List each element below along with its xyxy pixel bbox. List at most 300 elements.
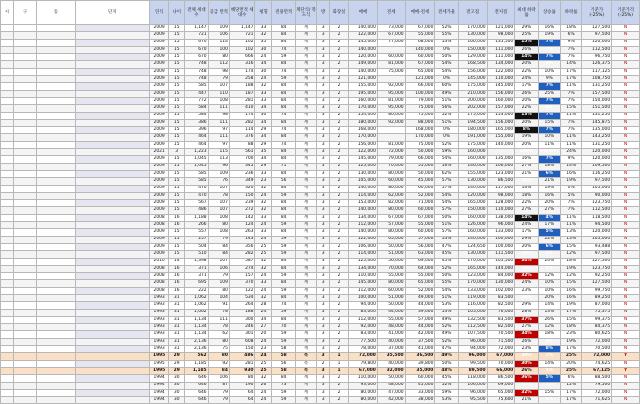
table-cell[interactable]: 2,136 — [185, 346, 208, 353]
table-cell[interactable]: 84,375 — [582, 324, 612, 331]
table-cell[interactable] — [37, 214, 75, 221]
table-cell[interactable] — [75, 83, 150, 90]
table-cell[interactable] — [1, 90, 14, 97]
table-cell[interactable]: 3 — [317, 222, 330, 229]
table-cell[interactable]: 2 — [329, 76, 348, 83]
column-header[interactable]: 연식 — [150, 1, 169, 25]
table-cell[interactable]: 31 — [169, 324, 185, 331]
table-cell[interactable]: 계 — [295, 192, 316, 199]
table-cell[interactable]: 계 — [295, 222, 316, 229]
table-cell[interactable]: N — [612, 309, 640, 316]
table-cell[interactable]: 282 — [229, 251, 255, 258]
table-cell[interactable]: 계 — [295, 119, 316, 126]
table-cell[interactable] — [1, 185, 14, 192]
table-cell[interactable]: 64 — [229, 389, 255, 396]
table-cell[interactable]: 57% — [435, 207, 458, 214]
table-cell[interactable]: 12% — [561, 382, 582, 389]
table-cell[interactable]: 700 — [229, 156, 255, 163]
table-cell[interactable] — [37, 397, 75, 404]
table-cell[interactable]: 143 — [229, 236, 255, 243]
table-cell[interactable] — [75, 324, 150, 331]
table-cell[interactable]: 84 — [272, 97, 295, 104]
table-cell[interactable]: 150 — [229, 192, 255, 199]
table-cell[interactable]: 17% — [561, 397, 582, 404]
table-cell[interactable] — [75, 112, 150, 119]
column-header[interactable]: 전세 — [377, 1, 405, 25]
table-cell[interactable]: 2 — [329, 294, 348, 301]
table-cell[interactable]: 24 — [255, 192, 272, 199]
table-cell[interactable]: 52% — [435, 338, 458, 345]
table-cell[interactable]: 80,000 — [377, 280, 405, 287]
table-cell[interactable]: 8% — [538, 346, 560, 353]
table-cell[interactable]: 107 — [208, 207, 229, 214]
table-cell[interactable]: 15 — [169, 236, 185, 243]
table-cell[interactable]: 84 — [208, 243, 229, 250]
table-cell[interactable]: 34 — [255, 105, 272, 112]
table-cell[interactable]: 26% — [515, 90, 538, 97]
table-cell[interactable]: 6% — [561, 32, 582, 39]
table-cell[interactable]: 3 — [317, 76, 330, 83]
table-cell[interactable] — [1, 156, 14, 163]
table-cell[interactable] — [1, 360, 14, 367]
table-cell[interactable]: 75,600 — [487, 397, 515, 404]
table-cell[interactable] — [75, 316, 150, 323]
table-cell[interactable]: 170,000 — [458, 25, 487, 32]
table-cell[interactable]: 1994 — [150, 382, 169, 389]
table-cell[interactable]: 2 — [329, 178, 348, 185]
table-cell[interactable]: 60% — [435, 83, 458, 90]
table-cell[interactable] — [75, 309, 150, 316]
table-cell[interactable]: 15 — [169, 61, 185, 68]
table-cell[interactable]: 121,000 — [487, 25, 515, 32]
table-cell[interactable] — [13, 61, 36, 68]
table-cell[interactable]: 17% — [561, 346, 582, 353]
table-cell[interactable]: 111 — [208, 105, 229, 112]
table-cell[interactable]: 80 — [208, 338, 229, 345]
table-cell[interactable]: 14 — [169, 258, 185, 265]
table-row[interactable] — [1, 68, 640, 75]
table-cell[interactable]: 7% — [561, 90, 582, 97]
table-cell[interactable] — [13, 149, 36, 156]
table-cell[interactable]: 134,000 — [487, 61, 515, 68]
table-cell[interactable]: 145,000 — [349, 156, 378, 163]
table-cell[interactable]: 13% — [538, 309, 560, 316]
table-row[interactable] — [1, 163, 640, 170]
column-header[interactable]: 단지 — [75, 1, 150, 25]
table-cell[interactable]: 670 — [185, 46, 208, 53]
table-cell[interactable]: 117,000 — [487, 185, 515, 192]
table-cell[interactable]: 92,000 — [349, 324, 378, 331]
table-cell[interactable]: 92 — [208, 360, 229, 367]
table-cell[interactable]: 14% — [538, 360, 560, 367]
column-header[interactable]: 계단식/ 복도식 — [295, 1, 316, 25]
table-cell[interactable]: 29 — [169, 367, 185, 374]
table-cell[interactable]: 2009 — [150, 192, 169, 199]
table-cell[interactable] — [75, 192, 150, 199]
table-cell[interactable] — [75, 346, 150, 353]
table-cell[interactable]: 3 — [317, 46, 330, 53]
table-cell[interactable]: 2 — [329, 207, 348, 214]
table-cell[interactable]: 87,000 — [582, 302, 612, 309]
table-cell[interactable]: 22% — [515, 200, 538, 207]
table-cell[interactable]: 2009 — [150, 156, 169, 163]
table-cell[interactable]: 3 — [317, 236, 330, 243]
table-cell[interactable]: 585 — [185, 170, 208, 177]
table-cell[interactable]: 54% — [435, 287, 458, 294]
table-cell[interactable]: 202,000 — [458, 105, 487, 112]
table-cell[interactable]: 18% — [515, 192, 538, 199]
table-cell[interactable]: 157 — [229, 273, 255, 280]
table-cell[interactable]: 84 — [272, 229, 295, 236]
table-cell[interactable]: 1,398 — [185, 258, 208, 265]
table-cell[interactable]: 30 — [255, 46, 272, 53]
table-cell[interactable]: 112,000 — [349, 316, 378, 323]
table-cell[interactable] — [1, 46, 14, 53]
table-cell[interactable]: N — [612, 287, 640, 294]
table-row[interactable] — [1, 54, 640, 61]
table-cell[interactable] — [13, 105, 36, 112]
table-cell[interactable]: N — [612, 324, 640, 331]
table-cell[interactable]: 19% — [561, 302, 582, 309]
table-cell[interactable] — [487, 149, 515, 156]
table-cell[interactable]: 115 — [208, 149, 229, 156]
table-cell[interactable]: 7% — [538, 97, 560, 104]
table-cell[interactable]: 계 — [295, 149, 316, 156]
table-cell[interactable] — [13, 141, 36, 148]
table-cell[interactable]: 112,500 — [582, 46, 612, 53]
table-cell[interactable]: 62 — [208, 331, 229, 338]
table-cell[interactable] — [13, 39, 36, 46]
table-cell[interactable]: N — [612, 105, 640, 112]
table-cell[interactable]: 84 — [208, 251, 229, 258]
table-cell[interactable] — [1, 353, 14, 360]
table-cell[interactable]: 2 — [329, 302, 348, 309]
table-cell[interactable] — [75, 97, 150, 104]
table-cell[interactable] — [75, 32, 150, 39]
table-cell[interactable]: 60,000 — [405, 54, 435, 61]
table-cell[interactable] — [1, 141, 14, 148]
table-cell[interactable]: 84 — [272, 316, 295, 323]
table-cell[interactable]: 7% — [561, 119, 582, 126]
table-cell[interactable] — [37, 112, 75, 119]
table-cell[interactable]: 35,000 — [405, 367, 435, 374]
table-cell[interactable]: 2 — [329, 105, 348, 112]
table-cell[interactable]: 10% — [538, 287, 560, 294]
table-cell[interactable]: 174 — [229, 112, 255, 119]
table-cell[interactable]: 94,500 — [582, 222, 612, 229]
table-cell[interactable]: 49% — [435, 90, 458, 97]
column-header[interactable]: 평형 — [255, 1, 272, 25]
table-row[interactable] — [1, 229, 640, 236]
table-cell[interactable]: 66,000 — [405, 156, 435, 163]
table-cell[interactable]: 계 — [295, 389, 316, 396]
table-cell[interactable]: 14% — [515, 251, 538, 258]
table-cell[interactable]: 48,000 — [377, 324, 405, 331]
table-cell[interactable]: 23% — [515, 346, 538, 353]
table-cell[interactable]: 30 — [169, 397, 185, 404]
table-cell[interactable]: 77,000 — [377, 39, 405, 46]
table-cell[interactable]: N — [612, 46, 640, 53]
table-cell[interactable]: 32% — [515, 389, 538, 396]
table-row[interactable] — [1, 192, 640, 199]
table-cell[interactable]: 748 — [185, 68, 208, 75]
table-cell[interactable]: 79,000 — [405, 97, 435, 104]
table-cell[interactable]: 150,000 — [582, 97, 612, 104]
table-cell[interactable]: 107 — [208, 200, 229, 207]
table-cell[interactable]: 36,500 — [405, 353, 435, 360]
table-cell[interactable]: 45,000 — [405, 382, 435, 389]
table-cell[interactable]: 24 — [255, 236, 272, 243]
table-cell[interactable]: 81,000 — [377, 61, 405, 68]
table-cell[interactable]: 106 — [208, 265, 229, 272]
table-cell[interactable]: N — [612, 236, 640, 243]
table-cell[interactable]: 118,500 — [582, 214, 612, 221]
table-cell[interactable]: 88,000 — [405, 119, 435, 126]
table-cell[interactable]: 25% — [561, 353, 582, 360]
table-cell[interactable]: 3 — [317, 324, 330, 331]
table-cell[interactable]: 13% — [561, 236, 582, 243]
table-cell[interactable]: N — [612, 389, 640, 396]
table-cell[interactable]: 96,000 — [458, 338, 487, 345]
table-cell[interactable] — [37, 97, 75, 104]
table-cell[interactable]: 8% — [538, 105, 560, 112]
table-cell[interactable]: 34 — [255, 134, 272, 141]
table-cell[interactable]: 16% — [538, 25, 560, 32]
table-cell[interactable]: 140,000 — [349, 207, 378, 214]
table-cell[interactable]: 121,000 — [349, 76, 378, 83]
table-cell[interactable]: 666 — [229, 54, 255, 61]
table-cell[interactable] — [13, 302, 36, 309]
table-cell[interactable] — [75, 360, 150, 367]
table-cell[interactable]: 120,000 — [582, 156, 612, 163]
table-cell[interactable]: 69,000 — [405, 258, 435, 265]
table-cell[interactable]: 2009 — [150, 83, 169, 90]
table-cell[interactable]: 83,500 — [487, 316, 515, 323]
table-cell[interactable]: 59 — [272, 251, 295, 258]
table-cell[interactable]: 695 — [185, 280, 208, 287]
table-cell[interactable]: 79,000 — [377, 156, 405, 163]
table-cell[interactable]: 3 — [317, 127, 330, 134]
table-cell[interactable] — [37, 243, 75, 250]
table-cell[interactable]: 34 — [255, 156, 272, 163]
table-cell[interactable]: 80 — [208, 353, 229, 360]
table-cell[interactable]: 57% — [435, 185, 458, 192]
table-cell[interactable]: 210,000 — [458, 90, 487, 97]
table-cell[interactable]: 23% — [561, 331, 582, 338]
table-cell[interactable]: 32 — [255, 32, 272, 39]
table-cell[interactable]: 2 — [329, 331, 348, 338]
table-cell[interactable]: 55% — [435, 280, 458, 287]
table-cell[interactable]: 130,000 — [458, 251, 487, 258]
table-cell[interactable]: 2 — [329, 112, 348, 119]
table-cell[interactable]: 84 — [272, 90, 295, 97]
table-cell[interactable]: 71 — [272, 163, 295, 170]
column-header[interactable]: 동 — [37, 1, 75, 25]
table-cell[interactable]: 19% — [515, 134, 538, 141]
table-cell[interactable]: 75,000 — [405, 141, 435, 148]
table-cell[interactable] — [1, 207, 14, 214]
table-cell[interactable]: 1 — [329, 353, 348, 360]
table-cell[interactable]: 3 — [317, 178, 330, 185]
table-cell[interactable]: 67,000 — [377, 214, 405, 221]
table-cell[interactable]: 1,045 — [185, 163, 208, 170]
table-cell[interactable]: 2,136 — [185, 338, 208, 345]
table-cell[interactable]: 157,000 — [487, 105, 515, 112]
table-cell[interactable]: 3 — [317, 258, 330, 265]
table-cell[interactable]: 3 — [317, 382, 330, 389]
table-cell[interactable]: 14% — [538, 302, 560, 309]
table-cell[interactable]: 144,000 — [487, 265, 515, 272]
table-cell[interactable]: 56% — [435, 163, 458, 170]
table-cell[interactable] — [13, 331, 36, 338]
table-cell[interactable]: 59 — [272, 287, 295, 294]
table-cell[interactable]: 2 — [329, 338, 348, 345]
table-cell[interactable]: 16 — [169, 287, 185, 294]
table-row[interactable] — [1, 222, 640, 229]
table-cell[interactable]: N — [612, 68, 640, 75]
table-cell[interactable]: 계 — [295, 39, 316, 46]
table-cell[interactable] — [37, 25, 75, 32]
table-cell[interactable]: 65,000 — [405, 280, 435, 287]
table-cell[interactable]: 7% — [538, 83, 560, 90]
table-cell[interactable]: 123,000 — [458, 273, 487, 280]
table-cell[interactable]: 110,000 — [487, 76, 515, 83]
table-cell[interactable]: N — [612, 39, 640, 46]
table-cell[interactable]: 20% — [515, 61, 538, 68]
table-cell[interactable]: N — [612, 294, 640, 301]
table-cell[interactable]: 2009 — [150, 54, 169, 61]
table-cell[interactable] — [1, 61, 14, 68]
table-cell[interactable]: N — [612, 280, 640, 287]
table-cell[interactable] — [1, 346, 14, 353]
table-cell[interactable]: 175,000 — [458, 83, 487, 90]
table-row[interactable] — [1, 112, 640, 119]
table-cell[interactable]: 14% — [515, 214, 538, 221]
table-cell[interactable]: 22% — [515, 105, 538, 112]
table-cell[interactable]: 504 — [185, 243, 208, 250]
table-cell[interactable]: 55,000 — [377, 273, 405, 280]
table-cell[interactable]: 345 — [229, 163, 255, 170]
table-cell[interactable]: 20% — [515, 141, 538, 148]
table-cell[interactable]: 33 — [255, 170, 272, 177]
table-cell[interactable] — [1, 397, 14, 404]
table-cell[interactable] — [75, 61, 150, 68]
table-cell[interactable]: 84 — [272, 294, 295, 301]
table-cell[interactable]: 24 — [255, 389, 272, 396]
table-cell[interactable]: 복 — [295, 360, 316, 367]
table-cell[interactable] — [75, 397, 150, 404]
table-cell[interactable]: 3 — [317, 200, 330, 207]
table-cell[interactable]: 15 — [169, 46, 185, 53]
table-cell[interactable]: 2 — [329, 90, 348, 97]
table-cell[interactable]: 11% — [561, 83, 582, 90]
table-cell[interactable]: 154,000 — [349, 112, 378, 119]
table-cell[interactable] — [37, 83, 75, 90]
table-cell[interactable]: 계 — [295, 207, 316, 214]
table-cell[interactable] — [1, 170, 14, 177]
table-cell[interactable]: 60,000 — [377, 178, 405, 185]
table-cell[interactable]: 66,000 — [405, 83, 435, 90]
table-cell[interactable]: 121,000 — [405, 76, 435, 83]
table-cell[interactable] — [1, 338, 14, 345]
table-cell[interactable]: 130,000 — [487, 280, 515, 287]
table-cell[interactable]: 44,000 — [405, 302, 435, 309]
table-cell[interactable]: 3 — [317, 32, 330, 39]
table-cell[interactable]: 59 — [272, 309, 295, 316]
table-row[interactable] — [1, 309, 640, 316]
table-cell[interactable]: 26% — [538, 316, 560, 323]
table-cell[interactable]: 133,000 — [458, 287, 487, 294]
table-cell[interactable]: 72,000 — [487, 346, 515, 353]
table-cell[interactable]: 6% — [538, 397, 560, 404]
table-cell[interactable] — [1, 32, 14, 39]
table-cell[interactable]: 75 — [208, 346, 229, 353]
table-row[interactable] — [1, 316, 640, 323]
table-cell[interactable]: 175,000 — [458, 112, 487, 119]
table-cell[interactable]: 2009 — [150, 178, 169, 185]
table-cell[interactable] — [37, 163, 75, 170]
table-cell[interactable]: 15% — [561, 316, 582, 323]
table-cell[interactable]: 24 — [255, 273, 272, 280]
table-row[interactable] — [1, 294, 640, 301]
table-cell[interactable]: 21% — [515, 397, 538, 404]
column-header[interactable]: 전세가율 — [435, 1, 458, 25]
table-cell[interactable]: 29% — [515, 236, 538, 243]
column-header[interactable]: 공급 면적 — [208, 1, 229, 25]
table-cell[interactable]: 16% — [515, 156, 538, 163]
table-cell[interactable]: 67,000 — [377, 32, 405, 39]
table-cell[interactable]: 26% — [515, 367, 538, 374]
table-cell[interactable]: 29% — [515, 25, 538, 32]
table-cell[interactable]: 12% — [538, 273, 560, 280]
table-cell[interactable]: 53% — [435, 397, 458, 404]
table-cell[interactable]: 87 — [208, 382, 229, 389]
table-cell[interactable] — [1, 324, 14, 331]
table-cell[interactable] — [13, 68, 36, 75]
table-cell[interactable]: 100,000 — [405, 90, 435, 97]
table-cell[interactable]: 1993 — [150, 324, 169, 331]
table-cell[interactable]: 80,625 — [582, 331, 612, 338]
table-cell[interactable] — [13, 134, 36, 141]
table-cell[interactable]: 84 — [272, 105, 295, 112]
table-cell[interactable]: 258 — [229, 76, 255, 83]
table-cell[interactable]: 188 — [229, 83, 255, 90]
table-cell[interactable] — [1, 192, 14, 199]
table-cell[interactable]: 84,000 — [487, 273, 515, 280]
table-cell[interactable] — [75, 141, 150, 148]
table-cell[interactable]: 175,000 — [458, 141, 487, 148]
table-cell[interactable]: 134,000 — [349, 265, 378, 272]
table-cell[interactable]: 31 — [169, 302, 185, 309]
table-row[interactable] — [1, 178, 640, 185]
table-cell[interactable]: 27% — [515, 324, 538, 331]
table-cell[interactable] — [75, 287, 150, 294]
table-cell[interactable]: 계 — [295, 178, 316, 185]
table-cell[interactable] — [37, 141, 75, 148]
table-cell[interactable]: 57% — [435, 178, 458, 185]
table-cell[interactable]: 계 — [295, 324, 316, 331]
table-cell[interactable]: 12% — [538, 324, 560, 331]
table-cell[interactable]: N — [612, 360, 640, 367]
table-cell[interactable]: 24 — [255, 353, 272, 360]
table-cell[interactable]: 29 — [255, 127, 272, 134]
table-cell[interactable]: 32 — [255, 375, 272, 382]
table-cell[interactable]: 3 — [317, 61, 330, 68]
table-cell[interactable]: 60,000 — [405, 229, 435, 236]
table-cell[interactable]: 14% — [561, 163, 582, 170]
table-cell[interactable]: 2 — [329, 346, 348, 353]
table-cell[interactable]: 124 — [229, 222, 255, 229]
